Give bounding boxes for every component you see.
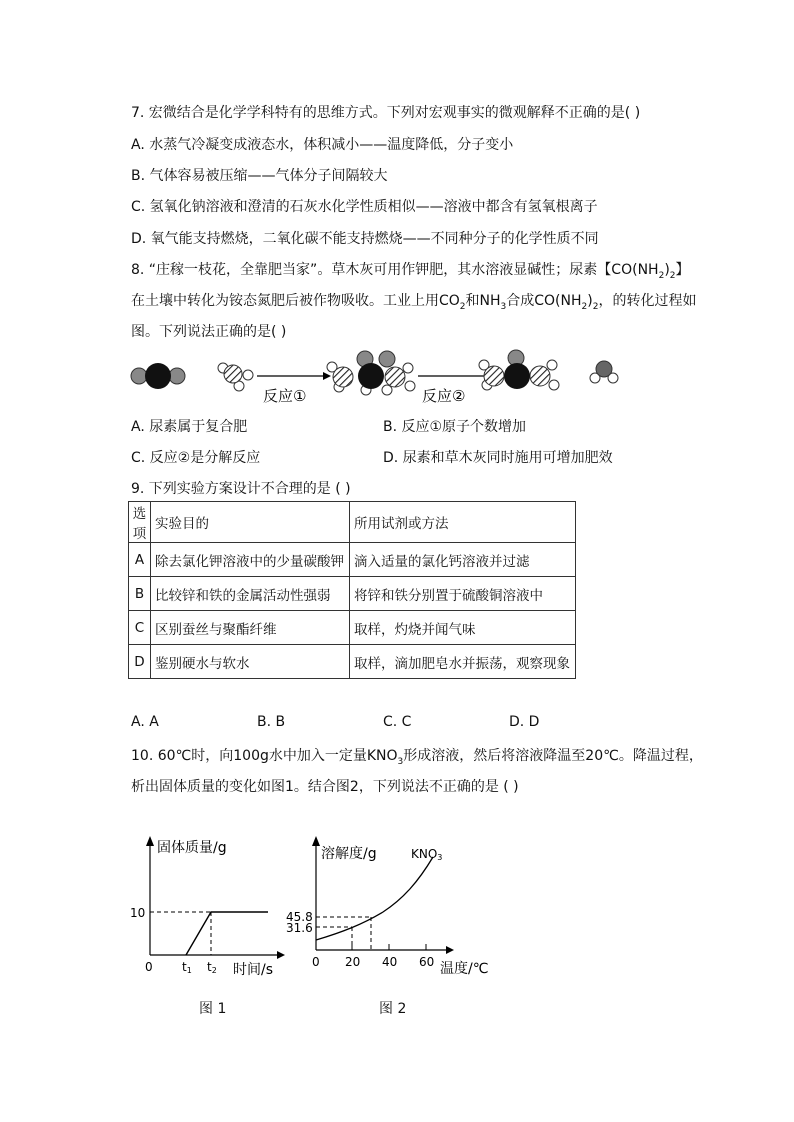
row-method: 滴入适量的氯化钙溶液并过滤 (350, 543, 576, 577)
q8-line1: 8. “庄稼一枝花，全靠肥当家”。草木灰可用作钾肥，其水溶液显碱性；尿素【$CO(NH_2)_2$】 (131, 262, 690, 281)
header-purpose: 实验目的 (151, 502, 350, 543)
row-purpose: 区别蚕丝与聚酯纤维 (151, 611, 350, 645)
t1-label: t1 (182, 960, 192, 975)
water-molecule (590, 361, 618, 383)
row-option: B (129, 577, 151, 611)
row-purpose: 鉴别硬水与软水 (151, 645, 350, 679)
reaction1-label: 反应① (263, 387, 307, 405)
row-option: A (129, 543, 151, 577)
q8-line2: 在土壤中转化为铵态氮肥后被作物吸收。工业上用$CO_2$和$NH_3$合成$CO(NH_2)_2$，的转化过程如 (131, 293, 697, 312)
figure1-caption: 图 1 (199, 1001, 227, 1017)
q7-option-a: A. 水蒸气冷凝变成液态水，体积减小——温度降低，分子变小 (131, 137, 514, 153)
row-purpose: 除去氯化钾溶液中的少量碳酸钾 (151, 543, 350, 577)
row-method: 将锌和铁分别置于硫酸铜溶液中 (350, 577, 576, 611)
figure1-ylabel: 固体质量/g (157, 840, 227, 856)
urea-molecule (479, 350, 559, 390)
q7-option-b: B. 气体容易被压缩——气体分子间隔较大 (131, 168, 388, 184)
figure1-xlabel: 时间/s (233, 962, 274, 978)
q9-option-a: A. A (131, 714, 159, 730)
mass-curve (186, 912, 268, 955)
row-method: 取样，滴加肥皂水并振荡，观察现象 (350, 645, 576, 679)
q7-stem: 7. 宏微结合是化学学科特有的思维方式。下列对宏观事实的微观解释不正确的是( ) (131, 105, 641, 121)
table-row (129, 611, 576, 645)
figure2-origin: 0 (312, 955, 320, 969)
q10-line1: 10. 60℃时，向100g水中加入一定量$KNO_3$形成溶液，然后将溶液降温至20℃。降温过程， (131, 748, 703, 767)
figure1-graph (125, 830, 285, 980)
q9-stem: 9. 下列实验方案设计不合理的是 ( ) (131, 481, 351, 497)
q9-option-d: D. D (509, 714, 540, 730)
q8-line3: 图。下列说法正确的是( ) (131, 324, 287, 340)
header-option: 选项 (129, 502, 151, 543)
row-purpose: 比较锌和铁的金属活动性强弱 (151, 577, 350, 611)
y-axis-arrow (312, 836, 320, 846)
q10-line2: 析出固体质量的变化如图1。结合图2，下列说法不正确的是 ( ) (131, 779, 519, 795)
x-axis-arrow (446, 946, 454, 954)
q9-option-c: C. C (383, 714, 412, 730)
row-method: 取样，灼烧并闻气味 (350, 611, 576, 645)
xtick-40: 40 (382, 955, 398, 969)
figure1-ytick: 10 (130, 906, 146, 920)
figure1-origin: 0 (145, 960, 153, 974)
table-row (129, 645, 576, 679)
table-header-row (129, 502, 576, 543)
y-axis-arrow (146, 836, 154, 846)
figure2-caption: 图 2 (379, 1001, 407, 1017)
ytick-31-6: 31.6 (286, 921, 313, 935)
q8-option-b: B. 反应①原子个数增加 (383, 419, 527, 435)
xtick-20: 20 (345, 955, 361, 969)
q9-option-b: B. B (257, 714, 286, 730)
experiment-table (128, 501, 576, 679)
q7-option-c: C. 氢氧化钠溶液和澄清的石灰水化学性质相似——溶液中都含有氢氧根离子 (131, 199, 598, 215)
row-option: C (129, 611, 151, 645)
table-row (129, 577, 576, 611)
row-option: D (129, 645, 151, 679)
figure2-graph (283, 832, 498, 982)
ytick-45-8: 45.8 (286, 910, 313, 924)
q8-option-c: C. 反应②是分解反应 (131, 450, 261, 466)
figure2-ylabel: 溶解度/g (321, 846, 377, 862)
q8-option-a: A. 尿素属于复合肥 (131, 419, 248, 435)
header-method: 所用试剂或方法 (350, 502, 576, 543)
reaction2-label: 反应② (422, 387, 466, 405)
q7-option-d: D. 氧气能支持燃烧，二氧化碳不能支持燃烧——不同种分子的化学性质不同 (131, 231, 599, 247)
table-row (129, 543, 576, 577)
co2-molecule (131, 363, 185, 389)
nh3-molecule (218, 363, 253, 391)
figure2-xlabel: 温度/℃ (440, 961, 489, 977)
xtick-60: 60 (419, 955, 435, 969)
reaction-diagram (120, 343, 640, 413)
intermediate-molecule (327, 351, 415, 395)
kno3-solubility-curve (316, 857, 433, 940)
q8-option-d: D. 尿素和草木灰同时施用可增加肥效 (383, 450, 613, 466)
kno3-curve-label: KNO3 (411, 847, 443, 862)
t2-label: t2 (207, 960, 217, 975)
